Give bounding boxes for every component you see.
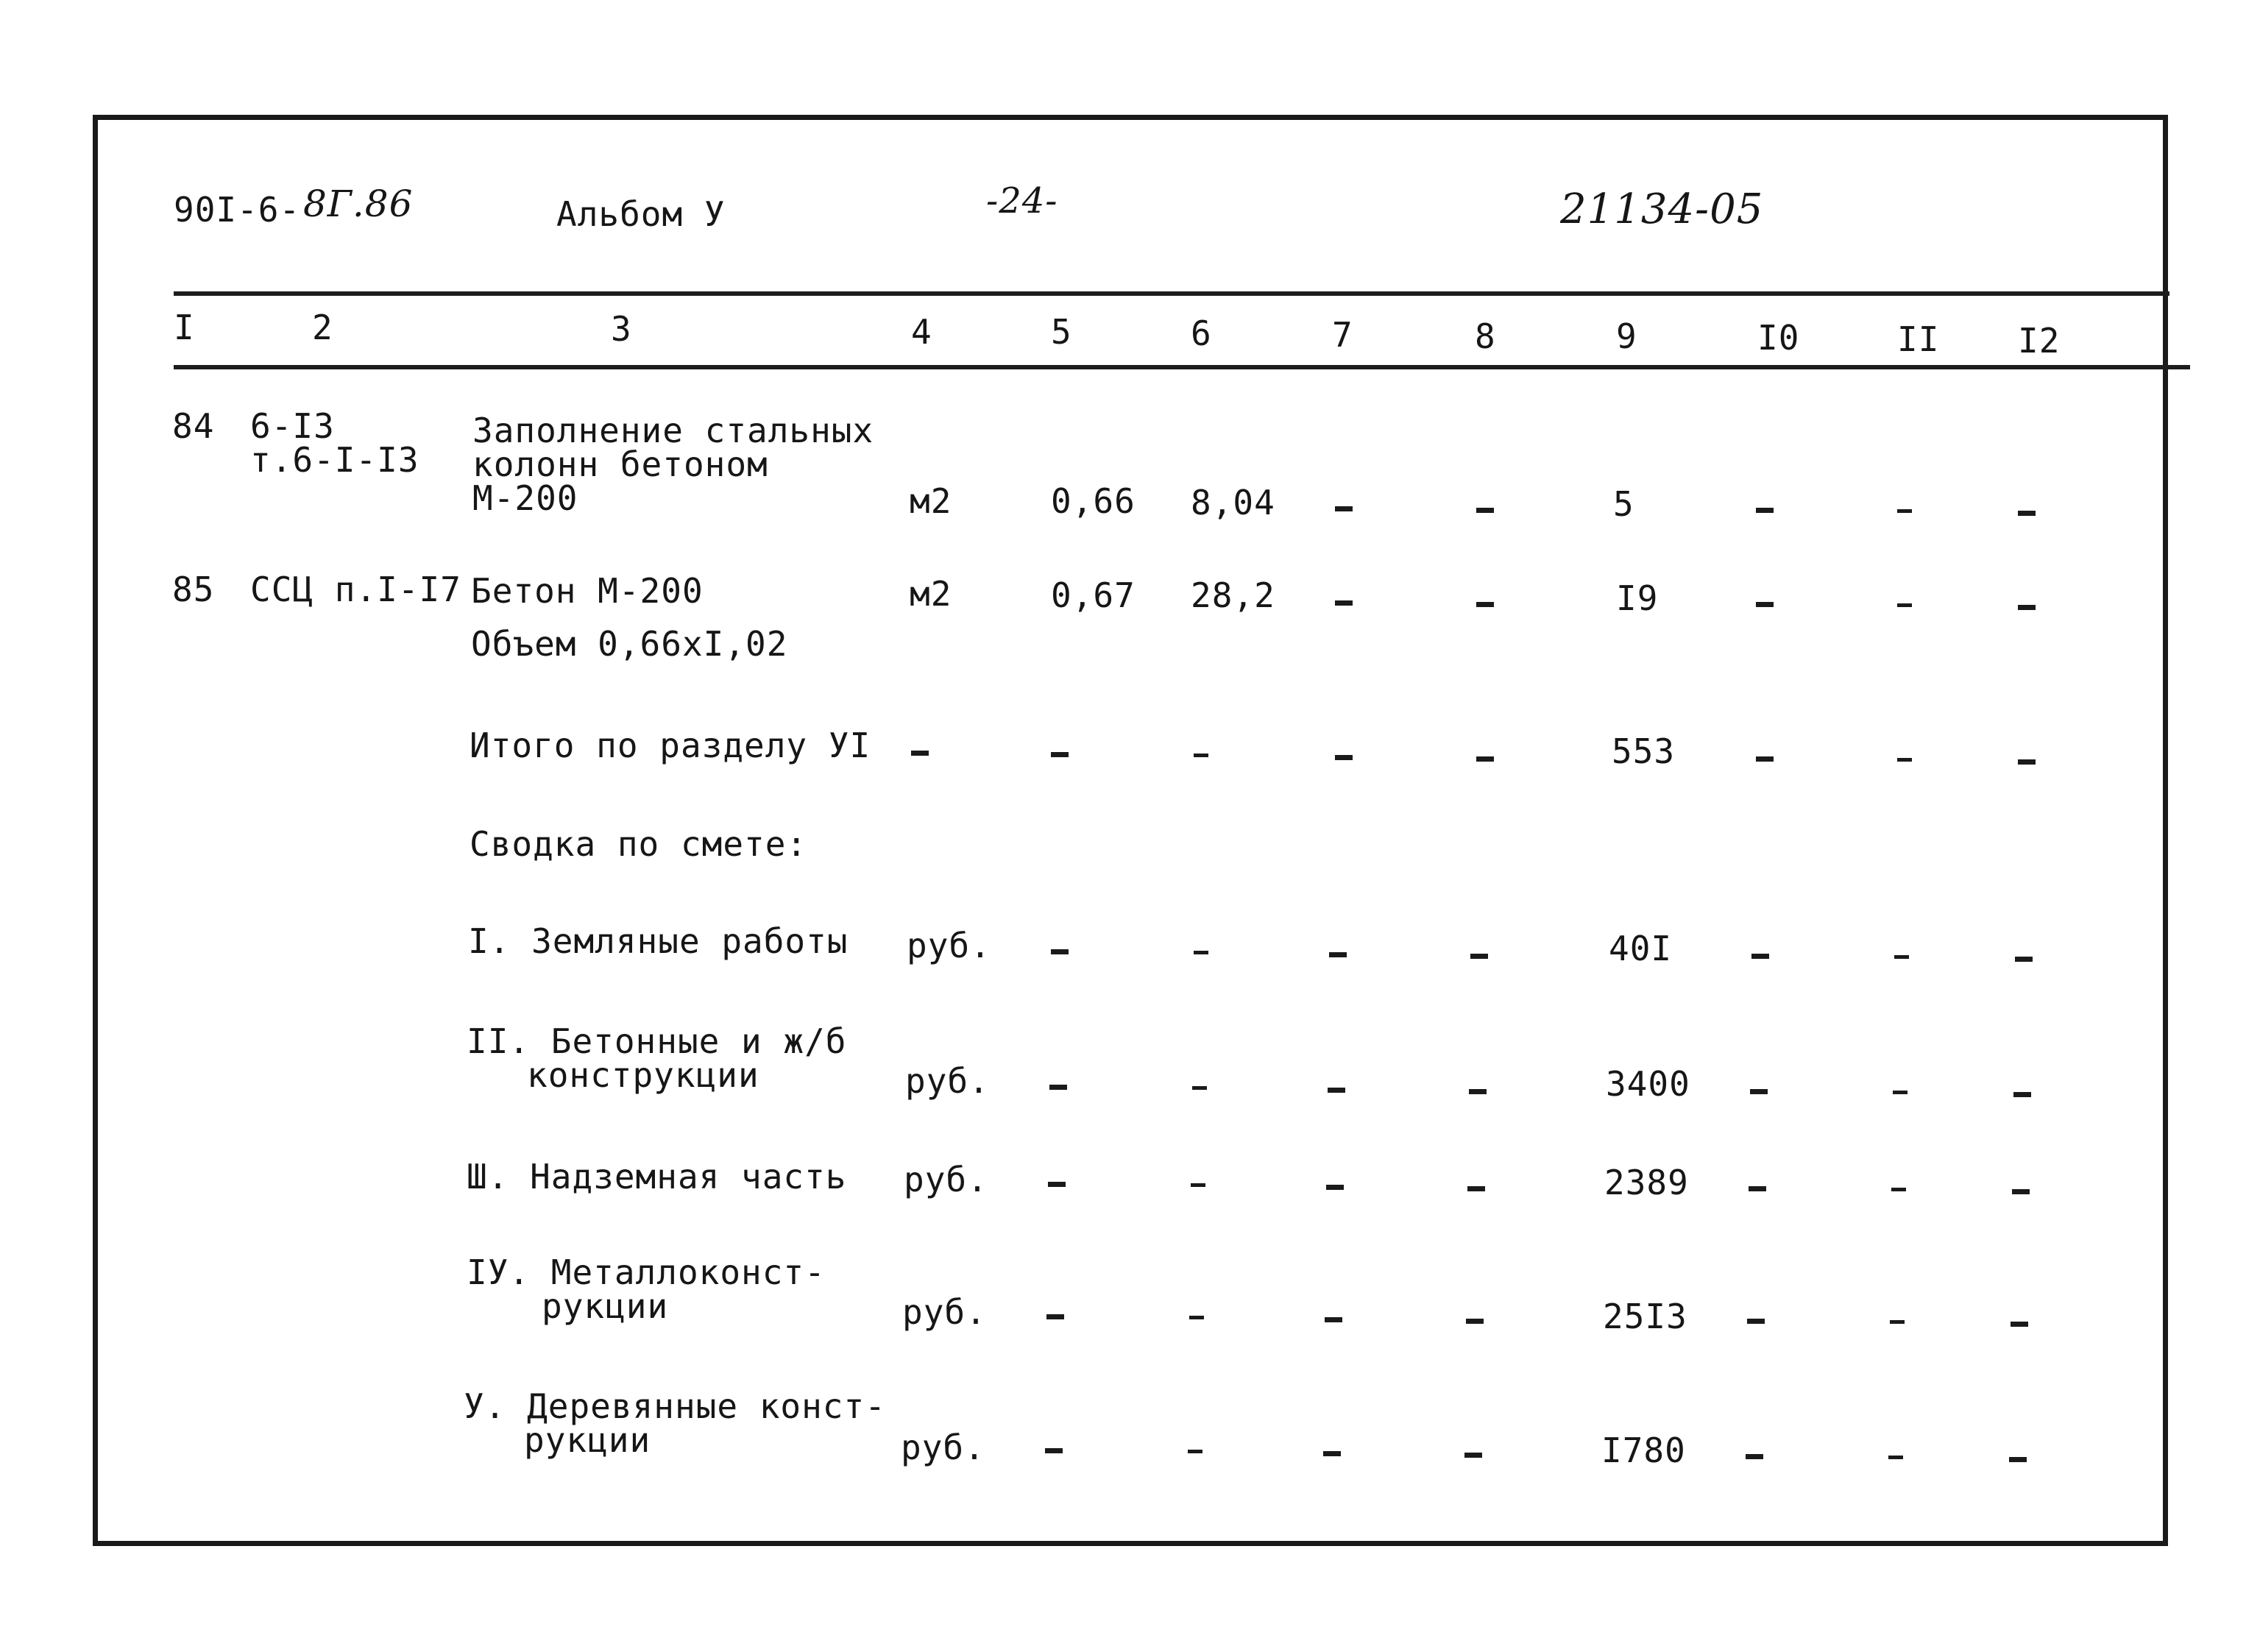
page-frame: [93, 115, 2168, 1546]
unit: руб.: [902, 1292, 987, 1332]
section-total-label: Итого по разделу УI: [470, 726, 871, 765]
col-header-6: 6: [1191, 313, 1212, 353]
price: 28,2: [1191, 575, 1275, 615]
item-name: Бетон М-200: [471, 571, 704, 611]
summary-label: II. Бетонные и ж/б: [467, 1021, 847, 1061]
row-number: 84: [172, 406, 215, 446]
empty-cell-dash: [1897, 758, 1912, 762]
empty-cell-dash: [1189, 1316, 1204, 1319]
summary-label: I. Земляные работы: [468, 921, 849, 961]
empty-cell-dash: [1335, 506, 1353, 511]
empty-cell-dash: [1476, 602, 1494, 607]
item-name: колонн бетоном: [472, 444, 768, 484]
summary-title: Сводка по смете:: [470, 824, 808, 864]
doc-code: 90I-6-: [174, 190, 301, 230]
empty-cell-dash: [2012, 1189, 2030, 1194]
total-cost: 5: [1613, 484, 1634, 524]
empty-cell-dash: [1470, 954, 1488, 959]
empty-cell-dash: [1191, 1183, 1205, 1187]
empty-cell-dash: [1891, 1188, 1906, 1191]
empty-cell-dash: [1751, 954, 1769, 959]
empty-cell-dash: [1756, 508, 1774, 513]
empty-cell-dash: [2009, 1457, 2027, 1462]
page-number: -24-: [986, 180, 1058, 221]
summary-label: У. Деревянные конст-: [464, 1386, 886, 1426]
empty-cell-dash: [1328, 1088, 1345, 1093]
header-bottom-rule: [174, 365, 2190, 369]
empty-cell-dash: [1051, 752, 1069, 757]
empty-cell-dash: [1045, 1448, 1063, 1453]
empty-cell-dash: [1897, 603, 1912, 607]
empty-cell-dash: [1469, 1089, 1487, 1094]
norm-code: ССЦ п.I-I7: [250, 570, 461, 609]
empty-cell-dash: [1335, 600, 1353, 606]
col-header-3: 3: [611, 309, 632, 349]
col-header-11: II: [1897, 319, 1940, 359]
col-header-4: 4: [911, 312, 932, 352]
empty-cell-dash: [1194, 951, 1208, 954]
norm-code: 6-I3: [250, 406, 335, 446]
section-total-value: 553: [1612, 731, 1676, 771]
empty-cell-dash: [1476, 756, 1494, 762]
doc-code-handwritten: 8Г.86: [303, 182, 414, 225]
col-header-9: 9: [1616, 316, 1637, 356]
empty-cell-dash: [1188, 1450, 1202, 1453]
norm-code: т.6-I-I3: [250, 440, 419, 480]
summary-value: 3400: [1606, 1064, 1690, 1104]
reference-number: 21134-05: [1560, 185, 1764, 233]
quantity: 0,66: [1051, 481, 1136, 521]
empty-cell-dash: [1749, 1186, 1766, 1191]
empty-cell-dash: [2015, 957, 2033, 962]
row-number: 85: [172, 570, 215, 609]
empty-cell-dash: [1325, 1317, 1342, 1322]
empty-cell-dash: [1049, 1085, 1067, 1090]
quantity: 0,67: [1051, 575, 1136, 615]
summary-label: Ш. Надземная часть: [467, 1157, 847, 1197]
empty-cell-dash: [2018, 605, 2036, 610]
empty-cell-dash: [1466, 1319, 1484, 1324]
item-name: М-200: [472, 478, 578, 518]
header-top-rule: [174, 291, 2169, 296]
empty-cell-dash: [1323, 1451, 1341, 1456]
summary-label: конструкции: [527, 1055, 759, 1095]
col-header-5: 5: [1051, 312, 1072, 352]
price: 8,04: [1191, 483, 1275, 522]
empty-cell-dash: [1192, 1086, 1207, 1090]
summary-value: 40I: [1609, 929, 1673, 968]
empty-cell-dash: [1329, 952, 1347, 957]
col-header-7: 7: [1332, 315, 1353, 355]
empty-cell-dash: [1335, 755, 1353, 760]
summary-label: IУ. Металлоконст-: [467, 1252, 826, 1292]
empty-cell-dash: [1897, 509, 1912, 513]
empty-cell-dash: [1464, 1453, 1482, 1458]
empty-cell-dash: [1894, 955, 1909, 959]
empty-cell-dash: [1194, 754, 1208, 757]
empty-cell-dash: [1750, 1089, 1768, 1094]
summary-value: 2389: [1604, 1163, 1689, 1202]
empty-cell-dash: [2018, 759, 2036, 765]
empty-cell-dash: [1326, 1185, 1344, 1190]
empty-cell-dash: [2018, 511, 2036, 516]
empty-cell-dash: [1051, 949, 1069, 954]
summary-value: I780: [1601, 1431, 1686, 1470]
empty-cell-dash: [1046, 1314, 1064, 1319]
col-header-1: I: [174, 308, 195, 347]
col-header-10: I0: [1757, 318, 1800, 358]
empty-cell-dash: [1746, 1454, 1763, 1459]
empty-cell-dash: [1467, 1186, 1485, 1191]
empty-cell-dash: [2011, 1322, 2028, 1327]
empty-cell-dash: [2013, 1092, 2031, 1097]
unit: м2: [910, 574, 952, 614]
empty-cell-dash: [911, 751, 929, 756]
summary-label: рукции: [524, 1420, 651, 1460]
unit: руб.: [901, 1428, 985, 1467]
unit: руб.: [907, 926, 991, 965]
empty-cell-dash: [1756, 756, 1774, 762]
summary-value: 25I3: [1603, 1297, 1687, 1336]
col-header-8: 8: [1475, 316, 1496, 356]
empty-cell-dash: [1890, 1320, 1905, 1324]
item-name: Заполнение стальных: [472, 411, 874, 450]
empty-cell-dash: [1893, 1091, 1907, 1094]
col-header-2: 2: [312, 308, 333, 347]
empty-cell-dash: [1048, 1182, 1066, 1187]
total-cost: I9: [1616, 578, 1659, 618]
summary-label: рукции: [542, 1286, 669, 1326]
empty-cell-dash: [1747, 1319, 1765, 1324]
empty-cell-dash: [1888, 1456, 1903, 1459]
item-name: Объем 0,66хI,02: [471, 624, 788, 664]
col-header-12: I2: [2018, 321, 2061, 361]
empty-cell-dash: [1756, 602, 1774, 607]
album-label: Альбом У: [556, 194, 726, 234]
unit: руб.: [905, 1061, 990, 1101]
unit: м2: [910, 481, 952, 521]
empty-cell-dash: [1476, 508, 1494, 513]
unit: руб.: [904, 1160, 988, 1199]
